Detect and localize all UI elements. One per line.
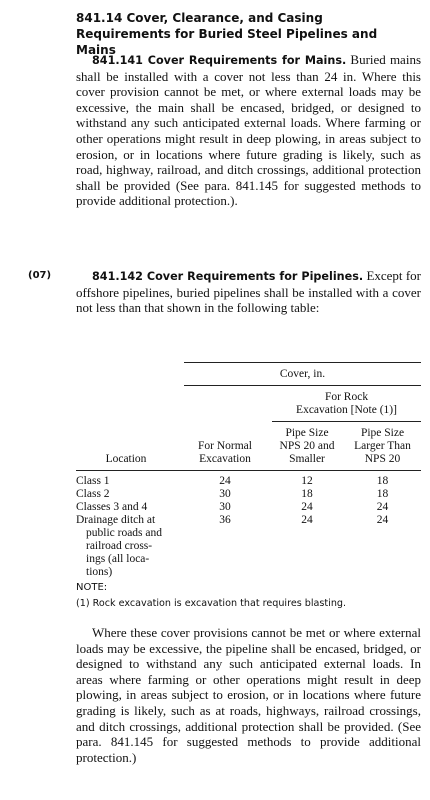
table-cell-small: 12 bbox=[301, 475, 313, 487]
col-location: Location bbox=[105, 453, 147, 465]
table-cell-small: 24 bbox=[301, 501, 313, 513]
col-normal-line-1: For Normal bbox=[198, 440, 252, 452]
table-row-location: Class 1 bbox=[76, 475, 110, 487]
table-row-location-cont: ings (all loca- bbox=[86, 553, 150, 565]
table-cell-large: 18 bbox=[376, 475, 389, 487]
col-small-line-3: Smaller bbox=[289, 453, 325, 465]
table-cell-large: 18 bbox=[376, 488, 389, 500]
paragraph-label: 841.142 Cover Requirements for Pipelines. bbox=[92, 270, 364, 283]
table-cell-large: 24 bbox=[376, 514, 389, 526]
table-row-location-cont: railroad cross- bbox=[86, 540, 153, 552]
cover-header: Cover, in. bbox=[279, 368, 326, 380]
table-row-location: Classes 3 and 4 bbox=[76, 501, 148, 513]
col-normal-line-2: Excavation bbox=[199, 453, 251, 465]
note-text: (1) Rock excavation is excavation that requires blasting. bbox=[76, 598, 347, 609]
paragraph-label: 841.141 Cover Requirements for Mains. bbox=[92, 54, 347, 67]
col-large-line-3: NPS 20 bbox=[364, 453, 401, 465]
table-cell-small: 18 bbox=[301, 488, 313, 500]
table-top-rule bbox=[184, 362, 421, 363]
table-row-location: Class 2 bbox=[76, 488, 110, 500]
table-cell-normal: 36 bbox=[219, 514, 231, 526]
paragraph-text: Buried mains shall be installed with a cover not less than 24 in. Where this cover provision cannot be met, or where external loads may be excessive, the main shall be encased, bridged, or designed to withstand any such anticipated external loads. Where farming or other operations might result in deep plowing, in areas subject to erosion, or in locations where future grading is likely, such as road, highway, railroad, and ditch crossings, additional protection shall be provided (See para. 841.145 for suggested methods to provide additional protection.). bbox=[76, 52, 421, 209]
col-small-line-1: Pipe Size bbox=[285, 427, 329, 439]
table-cell-large: 24 bbox=[376, 501, 389, 513]
table-row-location: Drainage ditch at bbox=[76, 514, 156, 526]
col-small-line-2: NPS 20 and bbox=[279, 440, 335, 452]
table-cell-normal: 30 bbox=[219, 488, 231, 500]
header-bottom-rule bbox=[76, 470, 421, 471]
paragraph-text: Except for offshore pipelines, buried pipelines shall be installed with a cover not less than that shown in the following table: bbox=[76, 268, 421, 316]
rock-header-line-2: Excavation [Note (1)] bbox=[296, 404, 397, 416]
paragraph-841-142 bbox=[76, 268, 421, 316]
rock-header-line-1: For Rock bbox=[324, 391, 369, 403]
col-large-line-1: Pipe Size bbox=[360, 427, 405, 439]
edition-mark: (07) bbox=[28, 270, 52, 281]
table-cell-small: 24 bbox=[301, 514, 313, 526]
table-cell-normal: 30 bbox=[219, 501, 231, 513]
rock-header-rule bbox=[272, 421, 421, 422]
paragraph-closing: Where these cover provisions cannot be met or where external loads may be excessive, the pipeline shall be encased, bridged, or designed to withstand any such anticipated external loads. In areas where farming or other operations might result in deep plowing, in areas subject to erosion, or in locations where future grading is likely, such as at roads, highways, railroad crossings, and ditch crossings, additional protection shall be provided. (See para. 841.145 for suggested methods to provide additional protection.) bbox=[76, 625, 421, 765]
table-cell-normal: 24 bbox=[219, 475, 231, 487]
note-heading: NOTE: bbox=[76, 582, 108, 593]
section-heading: 841.14 Cover, Clearance, and Casing Requirements for Buried Steel Pipelines and Mains bbox=[76, 11, 378, 57]
col-large-line-2: Larger Than bbox=[354, 440, 411, 452]
paragraph-841-141 bbox=[76, 52, 421, 209]
cover-header-rule bbox=[184, 385, 421, 386]
table-row-location-cont: tions) bbox=[86, 566, 113, 578]
table-row-location-cont: public roads and bbox=[86, 527, 163, 539]
